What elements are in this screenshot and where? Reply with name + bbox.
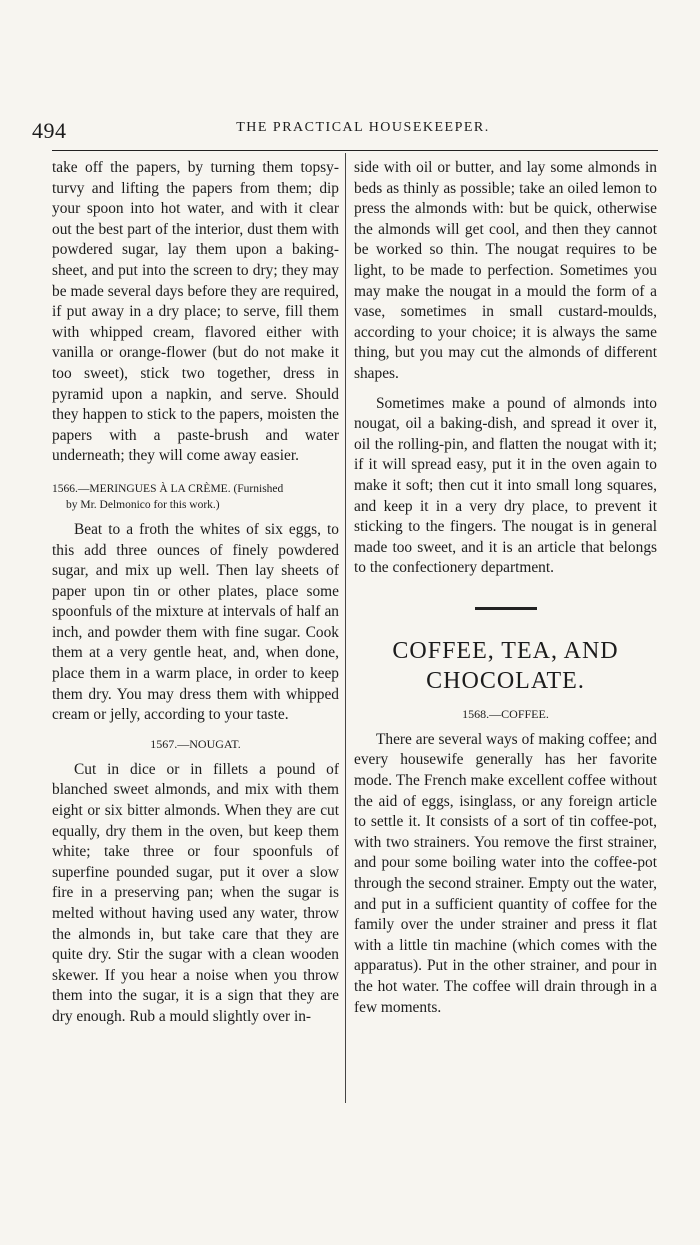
entry-1567-body: Cut in dice or in fillets a pound of blanched sweet almonds, and mix with them eight or six bitter almonds. When they are cut equally, dry them in the oven, but keep them white; take three or four spoonfuls of superfine pounded sugar, put it over a slow fire in a preserving pan; when the sugar is melted without having used any water, throw the almonds in, but take care that they are quite dry. Stir the sugar with a clean wooden skewer. If you hear a noise when you throw them into the sugar, it is a sign that they are dry enough. Rub a mould slightly over in- (52, 760, 339, 1025)
running-title: THE PRACTICAL HOUSEKEEPER. (236, 120, 490, 135)
entry-title-1566-credit-b: by Mr. Delmonico for this work.) (66, 498, 220, 511)
section-heading-line2: CHOCOLATE. (426, 667, 585, 694)
entry-title-1567: 1567.—NOUGAT. (150, 736, 241, 751)
entry-title-1568: 1568.—COFFEE. (462, 706, 549, 721)
entry-1566-body: Beat to a froth the whites of six eggs, to this add three ounces of finely powdered sugar, and mix up well. Then lay sheets of paper upon tin or other plates, place some spoonfuls of the mixture at intervals of half an inch, and powder them with fine sugar. Cook them at a very gentle heat, and, when done, place them in a warm place, in order to keep them dry. You may dress them with whipped cream or jelly, according to your taste. (52, 520, 339, 724)
entry-1568-body: There are several ways of making coffee; and every housewife generally has her favorite mode. The French make excellent coffee without the aid of eggs, isinglass, or any foreign article to settle it. It consists of a sort of tin coffee-pot, with two strainers. You remove the first strainer, and pour some boiling water into the coffee-pot through the second strainer. Empty out the water, and put in a sufficient quantity of coffee for the family over the under strainer and press it flat with a little tin machine (which comes with the apparatus). Put in the other strainer, and pour in the hot water. The coffee will drain through in a few moments. (354, 730, 657, 1016)
entry-title-1566-credit-a: (Furnished (233, 482, 284, 495)
column-divider (345, 153, 346, 1103)
page-number: 494 (32, 118, 67, 143)
continuation-paragraph: take off the papers, by turning them topsy-turvy and lifting the papers from them; dip your spoon into hot water, and with it clear out the best part of the interior, dust them with powdered sugar, lay them upon a baking-sheet, and put into the screen to dry; they may be made several days before they are required, if put away in a dry place; to serve, fill them with whipped cream, flavored either with vanilla or orange-flower (but do not make it too sweet), stick two together, dress in pyramid upon a napkin, and serve. Should they happen to stick to the papers, moisten the papers with a paste-brush and water underneath; they will come away easier. (52, 159, 339, 465)
continuation-paragraph-right: side with oil or butter, and lay some almonds in beds as thinly as possible; take an oiled lemon to press the almonds with: but be quick, otherwise the almonds will get cool, and then they cannot be worked so thin. The nougat requires to be light, to be made to perfection. Sometimes you may make the nougat in a mould the form of a vase, sometimes in small custard-moulds, according to your choice; it is always the same thing, but you may cut the almonds of different shapes. (354, 159, 657, 382)
section-heading (354, 636, 657, 696)
left-column (52, 158, 339, 1028)
right-column (354, 158, 657, 1018)
section-heading-line1: COFFEE, TEA, AND (392, 637, 619, 664)
page-header (30, 116, 656, 146)
entry-title-1566-name: 1566.—MERINGUES À LA CRÈME. (52, 482, 231, 495)
section-divider (475, 607, 537, 610)
header-rule (52, 150, 658, 151)
entry-title-1566 (52, 481, 339, 513)
nougat-paragraph-2: Sometimes make a pound of almonds into nougat, oil a baking-dish, and spread it over it, oil the rolling-pin, and flatten the nougat with it; if it will spread easy, put it in the oven again to make it soft; then cut it into small long squares, and keep it in a very dry place, to prevent it sticking to the fingers. The nougat is in general made too sweet, and it is an article that belongs to the confectionery department. (354, 394, 657, 577)
